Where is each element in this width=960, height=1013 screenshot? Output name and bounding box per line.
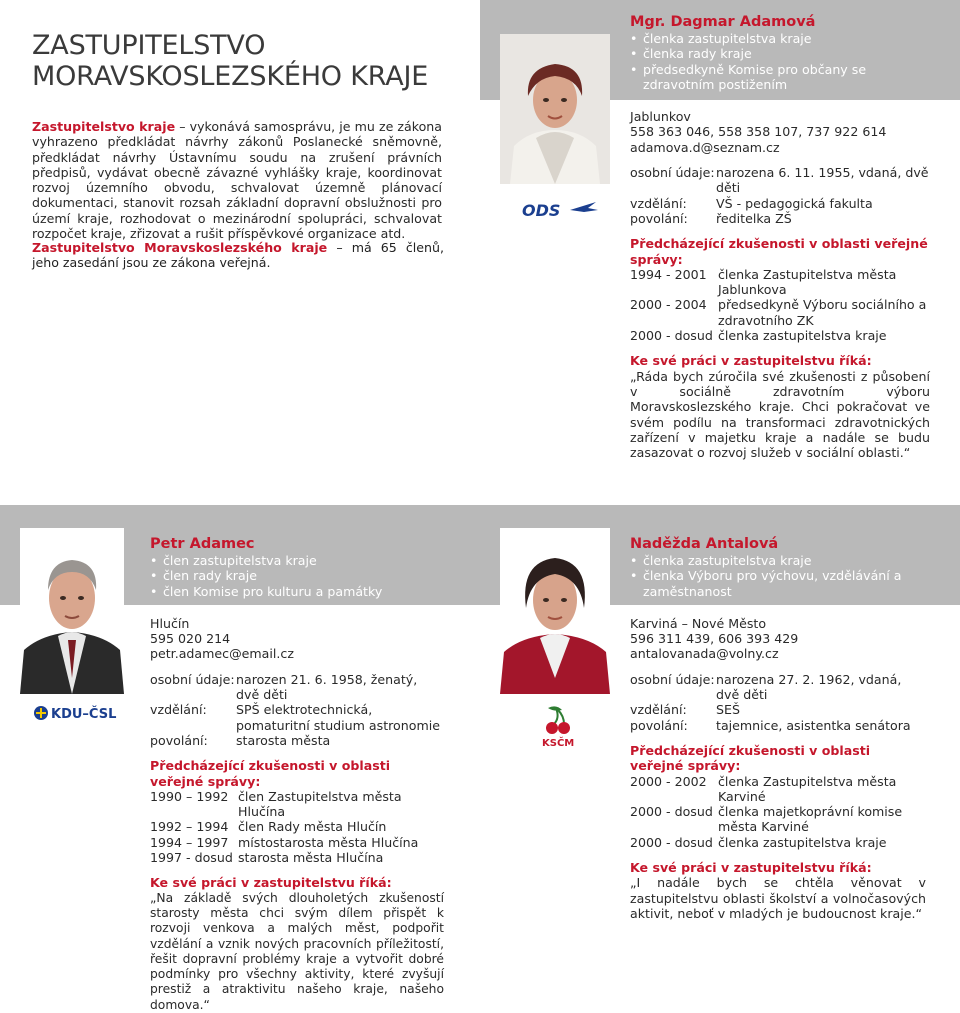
antalova-personal-label: osobní údaje: [630,671,715,687]
antalova-education: SEŠ [716,702,740,718]
title-line-2: MORAVSKOSLEZSKÉHO KRAJE [32,61,429,92]
adamova-personal: narozena 6. 11. 1955, vdaná, dvě děti [716,165,929,196]
page-title [32,30,472,92]
kscm-logo-text: KSČM [542,738,575,748]
adamec-city: Hlučín [150,615,190,631]
adamec-personal-label: osobní údaje: [150,671,235,687]
adamova-exp-years: 1994 - 2001 [630,266,707,282]
adamova-exp-years: 2000 - dosud [630,328,713,344]
antalova-profile [630,536,926,921]
adamova-role-2: • členka rady kraje [630,46,930,61]
adamec-email[interactable]: petr.adamec@email.cz [150,646,294,662]
intro-lead: Zastupitelstvo kraje [32,119,176,134]
adamec-job-label: povolání: [150,732,208,748]
adamova-experience-heading: Předcházející zkušenosti v oblasti veřejné správy: [630,236,928,267]
adamova-exp-years: 2000 - 2004 [630,297,707,313]
antalova-name: Naděžda Antalová [630,536,779,552]
adamova-role-3: • předsedkyně Komise pro občany se zdravotním postižením [630,62,930,93]
adamec-exp-text: místostarosta města Hlučína [238,834,419,850]
ods-logo [520,198,600,220]
adamova-profile [630,14,930,460]
kdu-csl-logo-text: KDU–ČSL [51,707,117,722]
adamova-quote: „Ráda bych zúročila své zkušenosti z působení v sociálně zdravotním výboru Moravskoslezského kraje. Chci pokračovat ve svém podílu na transformaci zdravotnických zařízení v majetku kraje a nadále se budu zasazovat o rozvoj služeb v sociální oblasti.“ [630,368,930,461]
adamova-says-heading: Ke své práci v zastupitelstvu říká: [630,353,872,369]
antalova-role-1: • členka zastupitelstva kraje [630,553,926,568]
members-lead: Zastupitelstvo Moravskoslezského kraje [32,240,328,255]
antalova-exp-text: členka majetkoprávní komise města Karviné [718,804,903,835]
antalova-role-2: • členka Výboru pro výchovu, vzdělávání a zaměstnanost [630,568,926,599]
adamec-name: Petr Adamec [150,536,255,552]
antalova-exp-text: členka Zastupitelstva města Karviné [718,773,897,804]
adamec-exp-text: člen Zastupitelstva města Hlučína [238,788,402,820]
antalova-personal: narozena 27. 2. 1962, vdaná, dvě děti [716,671,902,703]
adamec-quote: „Na základě svých dlouholetých zkušeností starosty města chci svým dílem přispět k rozvoji venkova a malých měst, podpořit vzdělání a vznik nových pracovních příležitostí, řešit dopravní problémy kraje a vytvořit dobré podmínky pro všechny aktivity, které zvyšují prestiž a atraktivitu našeho kraje, našeho domova.“ [150,890,444,1012]
adamec-exp-years: 1990 – 1992 [150,788,229,804]
adamec-experience-heading: Předcházející zkušenosti v oblasti veřejné správy: [150,758,391,789]
adamec-job: starosta města [236,732,331,748]
antalova-says-heading: Ke své práci v zastupitelstvu říká: [630,860,872,876]
antalova-city: Karviná – Nové Město [630,615,767,631]
adamova-email[interactable]: adamova.d@seznam.cz [630,139,780,155]
adamec-edu-label: vzdělání: [150,702,207,718]
antalova-exp-years: 2000 - dosud [630,804,713,820]
intro-text: – vykonává samosprávu, je mu ze zákona vyhrazeno předkládat návrhy zákonů Poslanecké sněmovně, předkládat návrhy Ústavnímu soudu na zrušení právních předpisů, vydávat obecně závazné vyhlášky kraje, koordinovat rozvoj územního obvodu, schvalovat územně plánovací dokumentaci, stanovit rozsah základní dopravní obslužnosti pro území kraje, rozhodovat o mezinárodní spolupráci, schvalovat rozpočet kraje, zřizovat a rušit příspěvkové organizace atd. [32,119,442,242]
ods-logo-text: ODS [522,201,561,220]
intro-paragraph [32,119,442,241]
adamec-exp-years: 1992 – 1994 [150,819,229,835]
adamec-photo [20,528,124,694]
members-text: – má 65 členů, jeho zasedání jsou ze zákona veřejná. [32,240,444,271]
adamec-role-2: • člen rady kraje [150,568,444,583]
members-paragraph [32,240,444,271]
adamova-personal-label: osobní údaje: [630,165,715,181]
adamec-exp-text: člen Rady města Hlučín [238,819,387,835]
adamec-role-3: • člen Komise pro kulturu a památky [150,584,444,599]
adamec-exp-years: 1997 - dosud [150,850,233,866]
adamec-role-1: • člen zastupitelstva kraje [150,553,444,568]
adamova-name: Mgr. Dagmar Adamová [630,14,816,30]
antalova-experience-heading: Předcházející zkušenosti v oblasti veřejné správy: [630,742,871,774]
antalova-edu-label: vzdělání: [630,702,687,718]
title-line-1: ZASTUPITELSTVO [32,30,266,61]
adamec-exp-text: starosta města Hlučína [238,850,384,866]
adamec-exp-years: 1994 – 1997 [150,834,229,850]
adamec-says-heading: Ke své práci v zastupitelstvu říká: [150,875,392,891]
antalova-exp-years: 2000 - dosud [630,834,713,850]
adamova-job-label: povolání: [630,210,688,226]
adamec-personal: narozen 21. 6. 1958, ženatý, dvě děti [236,671,418,703]
adamova-exp-text: členka zastupitelstva kraje [718,328,887,344]
adamova-job: ředitelka ZŠ [716,210,792,226]
antalova-quote: „I nadále bych se chtěla věnovat v zastupitelstvu oblasti školství a volnočasových aktivit, neboť v mladých je budoucnost kraje.“ [630,875,926,921]
adamova-edu-label: vzdělání: [630,195,687,211]
antalova-exp-text: členka zastupitelstva kraje [718,834,887,850]
adamec-phone: 595 020 214 [150,631,231,647]
adamova-role-1: • členka zastupitelstva kraje [630,31,930,46]
adamec-profile [150,536,444,1013]
adamova-photo [500,34,610,184]
antalova-phone: 596 311 439, 606 393 429 [630,631,799,647]
adamova-education: VŠ - pedagogická fakulta [716,195,873,211]
antalova-job-label: povolání: [630,717,688,733]
adamova-phone: 558 363 046, 558 358 107, 737 922 614 [630,124,887,140]
adamova-city: Jablunkov [630,109,691,125]
kscm-logo [538,704,578,748]
antalova-job: tajemnice, asistentka senátora [716,717,911,733]
adamec-education: SPŠ elektrotechnická, pomaturitní studium astronomie [236,702,440,733]
antalova-exp-years: 2000 - 2002 [630,773,707,789]
antalova-email[interactable]: antalovanada@volny.cz [630,646,779,662]
kdu-csl-logo [32,703,118,723]
adamova-exp-text: členka Zastupitelstva města Jablunkova [718,266,897,298]
antalova-photo [500,528,610,694]
adamova-exp-text: předsedkyně Výboru sociálního a zdravotního ZK [718,297,927,328]
